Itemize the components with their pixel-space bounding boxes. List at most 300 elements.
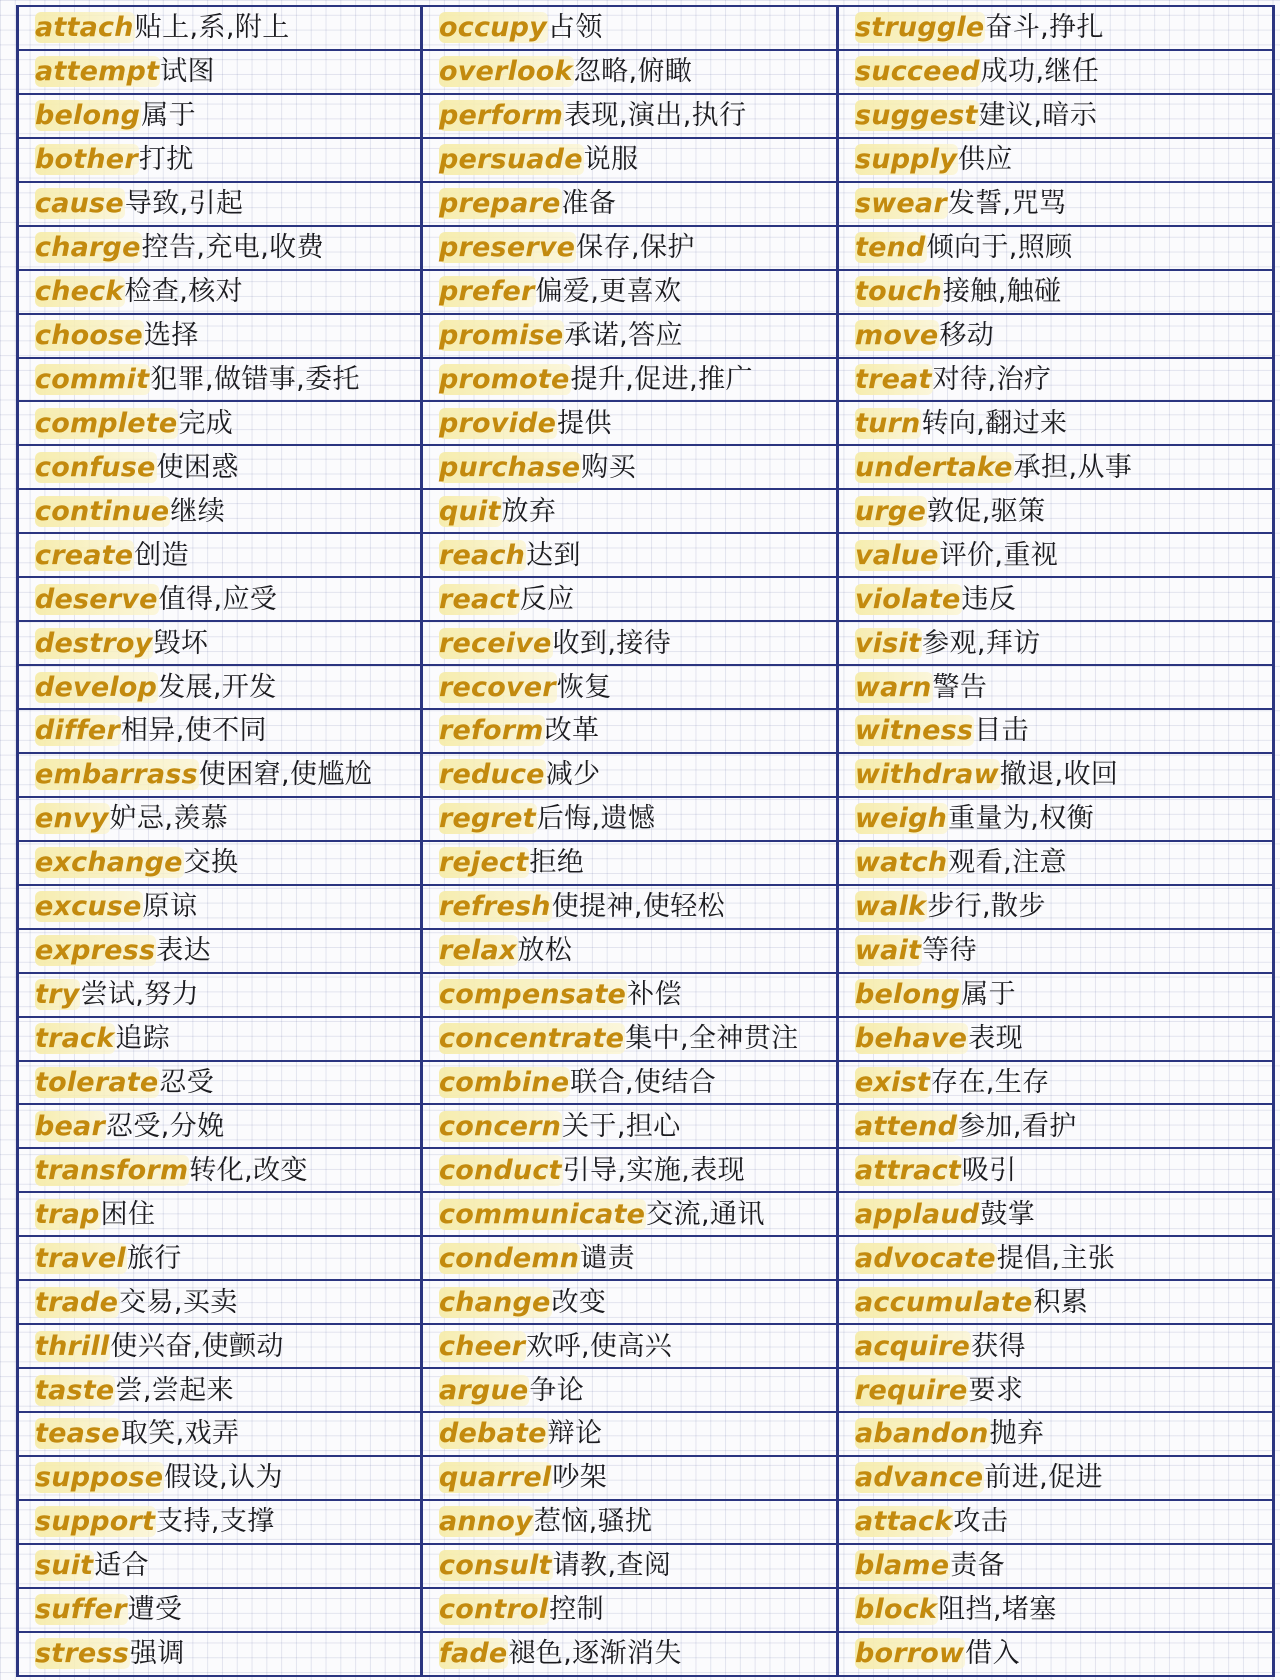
chinese-meaning: 对待,治疗 (932, 363, 1052, 395)
vocab-cell (838, 314, 1274, 358)
chinese-meaning: 准备 (561, 188, 617, 220)
vocab-cell (422, 50, 838, 94)
chinese-meaning: 适合 (94, 1550, 150, 1582)
english-word: fade (439, 1638, 508, 1670)
vocab-cell (838, 1280, 1274, 1324)
chinese-meaning: 忍受 (159, 1066, 215, 1098)
table-row (18, 621, 1274, 665)
chinese-meaning: 控制 (549, 1594, 605, 1626)
chinese-meaning: 供应 (958, 144, 1013, 176)
chinese-meaning: 等待 (922, 935, 977, 967)
vocab-cell (422, 1456, 838, 1500)
table-row (18, 665, 1274, 709)
english-word: charge (35, 232, 141, 264)
table-row (18, 753, 1274, 797)
vocabulary-table (16, 5, 1275, 1677)
english-word: travel (35, 1242, 126, 1274)
english-word: commit (35, 363, 150, 395)
vocab-cell (422, 1017, 838, 1061)
english-word: preserve (439, 232, 576, 264)
vocab-cell (838, 1588, 1274, 1632)
table-row (18, 709, 1274, 753)
chinese-meaning: 使困窘,使尴尬 (198, 759, 373, 791)
chinese-meaning: 争论 (529, 1374, 585, 1406)
english-word: borrow (855, 1638, 965, 1670)
vocab-cell (422, 94, 838, 138)
vocab-cell (422, 885, 838, 929)
english-word: provide (439, 407, 557, 439)
chinese-meaning: 违反 (961, 583, 1017, 615)
chinese-meaning: 改变 (551, 1286, 607, 1318)
english-word: cheer (439, 1330, 526, 1362)
chinese-meaning: 借入 (965, 1638, 1021, 1670)
english-word: purchase (439, 451, 581, 483)
english-word: prepare (439, 188, 561, 220)
english-word: violate (855, 583, 961, 615)
vocab-cell (422, 1104, 838, 1148)
english-word: belong (855, 979, 961, 1011)
vocab-cell (838, 1456, 1274, 1500)
chinese-meaning: 忽略,俯瞰 (573, 56, 693, 88)
english-word: receive (439, 627, 552, 659)
vocab-cell (838, 1412, 1274, 1456)
english-word: applaud (855, 1198, 980, 1230)
english-word: reduce (439, 759, 545, 791)
english-word: attract (855, 1154, 961, 1186)
chinese-meaning: 属于 (961, 979, 1017, 1011)
vocab-cell (18, 489, 422, 533)
vocab-cell (422, 841, 838, 885)
english-word: advocate (855, 1242, 996, 1274)
vocab-cell (838, 533, 1274, 577)
chinese-meaning: 相异,使不同 (120, 715, 267, 747)
table-row (18, 1104, 1274, 1148)
chinese-meaning: 购买 (581, 451, 637, 483)
english-word: support (35, 1506, 156, 1538)
chinese-meaning: 提升,促进,推广 (570, 363, 753, 395)
vocab-cell (18, 1632, 422, 1676)
vocab-cell (838, 270, 1274, 314)
english-word: express (35, 935, 156, 967)
vocab-cell (838, 1236, 1274, 1280)
vocab-cell (18, 1412, 422, 1456)
english-word: belong (35, 100, 141, 132)
english-word: treat (855, 363, 932, 395)
chinese-meaning: 吸引 (961, 1154, 1017, 1186)
chinese-meaning: 达到 (526, 539, 581, 571)
english-word: occupy (439, 12, 547, 44)
chinese-meaning: 控告,充电,收费 (141, 232, 324, 264)
table-row (18, 50, 1274, 94)
english-word: concern (439, 1110, 562, 1142)
chinese-meaning: 撤退,收回 (999, 759, 1119, 791)
english-word: try (35, 979, 80, 1011)
vocab-cell (838, 1061, 1274, 1105)
chinese-meaning: 集中,全神贯注 (625, 1023, 799, 1055)
vocab-cell (838, 1500, 1274, 1544)
english-word: warn (855, 671, 932, 703)
english-word: succeed (855, 56, 980, 88)
english-word: attend (855, 1110, 958, 1142)
table-row (18, 1588, 1274, 1632)
chinese-meaning: 尝试,努力 (80, 979, 200, 1011)
english-word: annoy (439, 1506, 533, 1538)
chinese-meaning: 请教,查阅 (552, 1550, 672, 1582)
vocab-cell (422, 489, 838, 533)
vocab-cell (18, 1104, 422, 1148)
vocab-cell (422, 1412, 838, 1456)
vocab-cell (18, 1500, 422, 1544)
english-word: differ (35, 715, 120, 747)
vocab-cell (422, 1324, 838, 1368)
english-word: envy (35, 803, 109, 835)
chinese-meaning: 参观,拜访 (922, 627, 1041, 659)
vocab-cell (422, 445, 838, 489)
vocab-cell (18, 182, 422, 226)
chinese-meaning: 拒绝 (529, 847, 585, 879)
vocab-cell (422, 533, 838, 577)
chinese-meaning: 完成 (178, 407, 234, 439)
vocab-cell (18, 314, 422, 358)
chinese-meaning: 贴上,系,附上 (134, 12, 290, 44)
chinese-meaning: 移动 (939, 320, 995, 352)
english-word: promise (439, 320, 564, 352)
english-word: trap (35, 1198, 100, 1230)
english-word: refresh (439, 891, 551, 923)
chinese-meaning: 褪色,逐渐消失 (508, 1638, 682, 1670)
vocab-cell (422, 6, 838, 50)
vocab-cell (18, 138, 422, 182)
vocab-cell (422, 929, 838, 973)
table-row (18, 841, 1274, 885)
english-word: condemn (439, 1242, 580, 1274)
vocab-cell (422, 226, 838, 270)
vocab-cell (422, 1192, 838, 1236)
table-row (18, 445, 1274, 489)
table-row (18, 138, 1274, 182)
chinese-meaning: 保存,保护 (576, 232, 695, 264)
vocab-cell (18, 1368, 422, 1412)
english-word: visit (855, 627, 922, 659)
chinese-meaning: 警告 (932, 671, 988, 703)
chinese-meaning: 试图 (160, 56, 215, 88)
english-word: deserve (35, 583, 158, 615)
chinese-meaning: 收到,接待 (552, 627, 672, 659)
table-row (18, 401, 1274, 445)
english-word: develop (35, 671, 158, 703)
chinese-meaning: 转化,改变 (189, 1154, 308, 1186)
chinese-meaning: 建议,暗示 (978, 100, 1098, 132)
vocab-cell (838, 709, 1274, 753)
chinese-meaning: 辩论 (547, 1418, 603, 1450)
english-word: quarrel (439, 1462, 552, 1494)
english-word: choose (35, 320, 143, 352)
english-word: move (855, 320, 939, 352)
chinese-meaning: 抛弃 (989, 1418, 1045, 1450)
english-word: block (855, 1594, 938, 1626)
vocab-cell (422, 1236, 838, 1280)
chinese-meaning: 责备 (950, 1550, 1006, 1582)
english-word: consult (439, 1550, 552, 1582)
english-word: complete (35, 407, 178, 439)
vocab-cell (838, 6, 1274, 50)
vocab-cell (18, 841, 422, 885)
english-word: concentrate (439, 1023, 625, 1055)
english-word: track (35, 1023, 115, 1055)
english-word: cause (35, 188, 124, 220)
chinese-meaning: 放松 (517, 935, 573, 967)
vocab-cell (422, 1061, 838, 1105)
chinese-meaning: 假设,认为 (164, 1462, 283, 1494)
vocab-cell (838, 182, 1274, 226)
chinese-meaning: 创造 (134, 539, 190, 571)
table-row (18, 314, 1274, 358)
table-row (18, 182, 1274, 226)
vocab-cell (422, 797, 838, 841)
english-word: overlook (439, 56, 573, 88)
english-word: weigh (855, 803, 948, 835)
vocab-cell (422, 270, 838, 314)
chinese-meaning: 旅行 (126, 1242, 182, 1274)
vocab-cell (18, 1236, 422, 1280)
chinese-meaning: 占领 (547, 12, 603, 44)
english-word: reject (439, 847, 529, 879)
vocab-cell (838, 489, 1274, 533)
english-word: destroy (35, 627, 153, 659)
english-word: wait (855, 935, 922, 967)
chinese-meaning: 欢呼,使高兴 (526, 1330, 673, 1362)
english-word: undertake (855, 451, 1013, 483)
english-word: behave (855, 1023, 968, 1055)
table-row (18, 1061, 1274, 1105)
table-row (18, 1632, 1274, 1676)
vocab-cell (18, 929, 422, 973)
chinese-meaning: 攻击 (953, 1506, 1009, 1538)
english-word: witness (855, 715, 974, 747)
english-word: walk (855, 891, 927, 923)
vocab-cell (838, 665, 1274, 709)
table-row (18, 489, 1274, 533)
chinese-meaning: 交流,通讯 (646, 1198, 765, 1230)
english-word: trade (35, 1286, 119, 1318)
vocab-cell (838, 50, 1274, 94)
chinese-meaning: 放弃 (501, 495, 557, 527)
table-row (18, 1368, 1274, 1412)
chinese-meaning: 使困惑 (156, 451, 239, 483)
chinese-meaning: 承担,从事 (1013, 451, 1133, 483)
vocab-cell (422, 314, 838, 358)
chinese-meaning: 反应 (519, 583, 575, 615)
english-word: urge (855, 495, 926, 527)
english-word: attempt (35, 56, 160, 88)
vocab-cell (18, 665, 422, 709)
english-word: communicate (439, 1198, 646, 1230)
chinese-meaning: 表现,演出,执行 (564, 100, 747, 132)
chinese-meaning: 毁坏 (153, 627, 209, 659)
english-word: advance (855, 1462, 984, 1494)
chinese-meaning: 联合,使结合 (570, 1066, 717, 1098)
chinese-meaning: 前进,促进 (984, 1462, 1103, 1494)
english-word: check (35, 276, 124, 308)
english-word: control (439, 1594, 549, 1626)
table-row (18, 577, 1274, 621)
vocab-cell (18, 1017, 422, 1061)
vocab-cell (838, 94, 1274, 138)
english-word: compensate (439, 979, 627, 1011)
vocab-cell (838, 1192, 1274, 1236)
vocab-cell (838, 929, 1274, 973)
chinese-meaning: 引导,实施,表现 (562, 1154, 746, 1186)
vocab-cell (838, 1324, 1274, 1368)
english-word: suggest (855, 100, 978, 132)
english-word: continue (35, 495, 170, 527)
vocab-cell (18, 1280, 422, 1324)
table-row (18, 1148, 1274, 1192)
vocabulary-rows (18, 6, 1274, 1676)
chinese-meaning: 承诺,答应 (564, 320, 683, 352)
chinese-meaning: 目击 (974, 715, 1029, 747)
chinese-meaning: 鼓掌 (980, 1198, 1036, 1230)
chinese-meaning: 追踪 (115, 1023, 171, 1055)
vocab-cell (18, 797, 422, 841)
vocab-cell (422, 1368, 838, 1412)
vocab-cell (18, 753, 422, 797)
vocab-cell (838, 753, 1274, 797)
vocab-cell (18, 1588, 422, 1632)
english-word: quit (439, 495, 501, 527)
vocab-cell (838, 445, 1274, 489)
english-word: persuade (439, 144, 583, 176)
english-word: withdraw (855, 759, 999, 791)
vocab-cell (18, 709, 422, 753)
english-word: abandon (855, 1418, 989, 1450)
english-word: watch (855, 847, 948, 879)
vocab-cell (18, 445, 422, 489)
english-word: tolerate (35, 1066, 159, 1098)
chinese-meaning: 交换 (183, 847, 239, 879)
chinese-meaning: 改革 (544, 715, 600, 747)
english-word: debate (439, 1418, 547, 1450)
vocab-cell (18, 226, 422, 270)
chinese-meaning: 继续 (170, 495, 226, 527)
chinese-meaning: 使兴奋,使颤动 (110, 1330, 284, 1362)
english-word: suit (35, 1550, 94, 1582)
chinese-meaning: 谴责 (580, 1242, 635, 1274)
vocab-cell (838, 577, 1274, 621)
vocab-cell (838, 138, 1274, 182)
vocab-cell (18, 270, 422, 314)
vocab-cell (838, 226, 1274, 270)
vocab-cell (18, 577, 422, 621)
english-word: argue (439, 1374, 529, 1406)
chinese-meaning: 吵架 (552, 1462, 608, 1494)
chinese-meaning: 奋斗,挣扎 (985, 12, 1104, 44)
english-word: react (439, 583, 519, 615)
english-word: blame (855, 1550, 950, 1582)
table-row (18, 270, 1274, 314)
table-row (18, 94, 1274, 138)
table-row (18, 1544, 1274, 1588)
english-word: tease (35, 1418, 120, 1450)
english-word: acquire (855, 1330, 971, 1362)
english-word: exist (855, 1066, 930, 1098)
chinese-meaning: 检查,核对 (124, 276, 244, 308)
chinese-meaning: 观看,注意 (948, 847, 1067, 879)
english-word: struggle (855, 12, 985, 44)
table-row (18, 929, 1274, 973)
chinese-meaning: 遭受 (127, 1594, 183, 1626)
vocab-cell (838, 621, 1274, 665)
chinese-meaning: 表达 (156, 935, 212, 967)
chinese-meaning: 打扰 (138, 144, 194, 176)
chinese-meaning: 发誓,咒骂 (947, 188, 1067, 220)
table-row (18, 1236, 1274, 1280)
vocab-cell (838, 1544, 1274, 1588)
chinese-meaning: 后悔,遗憾 (536, 803, 656, 835)
english-word: reform (439, 715, 544, 747)
english-word: relax (439, 935, 517, 967)
english-word: touch (855, 276, 942, 308)
english-word: attack (855, 1506, 953, 1538)
chinese-meaning: 获得 (971, 1330, 1026, 1362)
english-word: conduct (439, 1154, 562, 1186)
chinese-meaning: 接触,触碰 (942, 276, 1062, 308)
chinese-meaning: 提供 (557, 407, 612, 439)
english-word: thrill (35, 1330, 110, 1362)
english-word: combine (439, 1066, 570, 1098)
chinese-meaning: 属于 (141, 100, 197, 132)
english-word: suppose (35, 1462, 164, 1494)
chinese-meaning: 支持,支撑 (156, 1506, 275, 1538)
vocab-cell (422, 401, 838, 445)
chinese-meaning: 补偿 (627, 979, 682, 1011)
chinese-meaning: 减少 (545, 759, 601, 791)
table-row (18, 1500, 1274, 1544)
chinese-meaning: 值得,应受 (158, 583, 278, 615)
vocab-cell (422, 577, 838, 621)
chinese-meaning: 犯罪,做错事,委托 (150, 363, 360, 395)
vocab-cell (422, 753, 838, 797)
chinese-meaning: 步行,散步 (927, 891, 1046, 923)
chinese-meaning: 表现 (968, 1023, 1024, 1055)
english-word: perform (439, 100, 564, 132)
vocab-cell (18, 1456, 422, 1500)
english-word: transform (35, 1154, 189, 1186)
vocab-cell (838, 797, 1274, 841)
chinese-meaning: 成功,继任 (980, 56, 1100, 88)
chinese-meaning: 导致,引起 (124, 188, 244, 220)
vocab-cell (422, 709, 838, 753)
chinese-meaning: 关于,担心 (562, 1110, 681, 1142)
chinese-meaning: 强调 (129, 1638, 185, 1670)
english-word: taste (35, 1374, 115, 1406)
vocab-cell (18, 1061, 422, 1105)
vocab-cell (422, 1280, 838, 1324)
vocab-cell (422, 973, 838, 1017)
vocab-cell (838, 1148, 1274, 1192)
chinese-meaning: 说服 (583, 144, 639, 176)
chinese-meaning: 阻挡,堵塞 (938, 1594, 1057, 1626)
vocab-cell (838, 1017, 1274, 1061)
vocab-cell (18, 94, 422, 138)
vocab-cell (18, 533, 422, 577)
chinese-meaning: 存在,生存 (930, 1066, 1050, 1098)
vocab-cell (838, 1368, 1274, 1412)
english-word: attach (35, 12, 134, 44)
vocab-cell (838, 401, 1274, 445)
vocab-cell (422, 1500, 838, 1544)
english-word: reach (439, 539, 526, 571)
